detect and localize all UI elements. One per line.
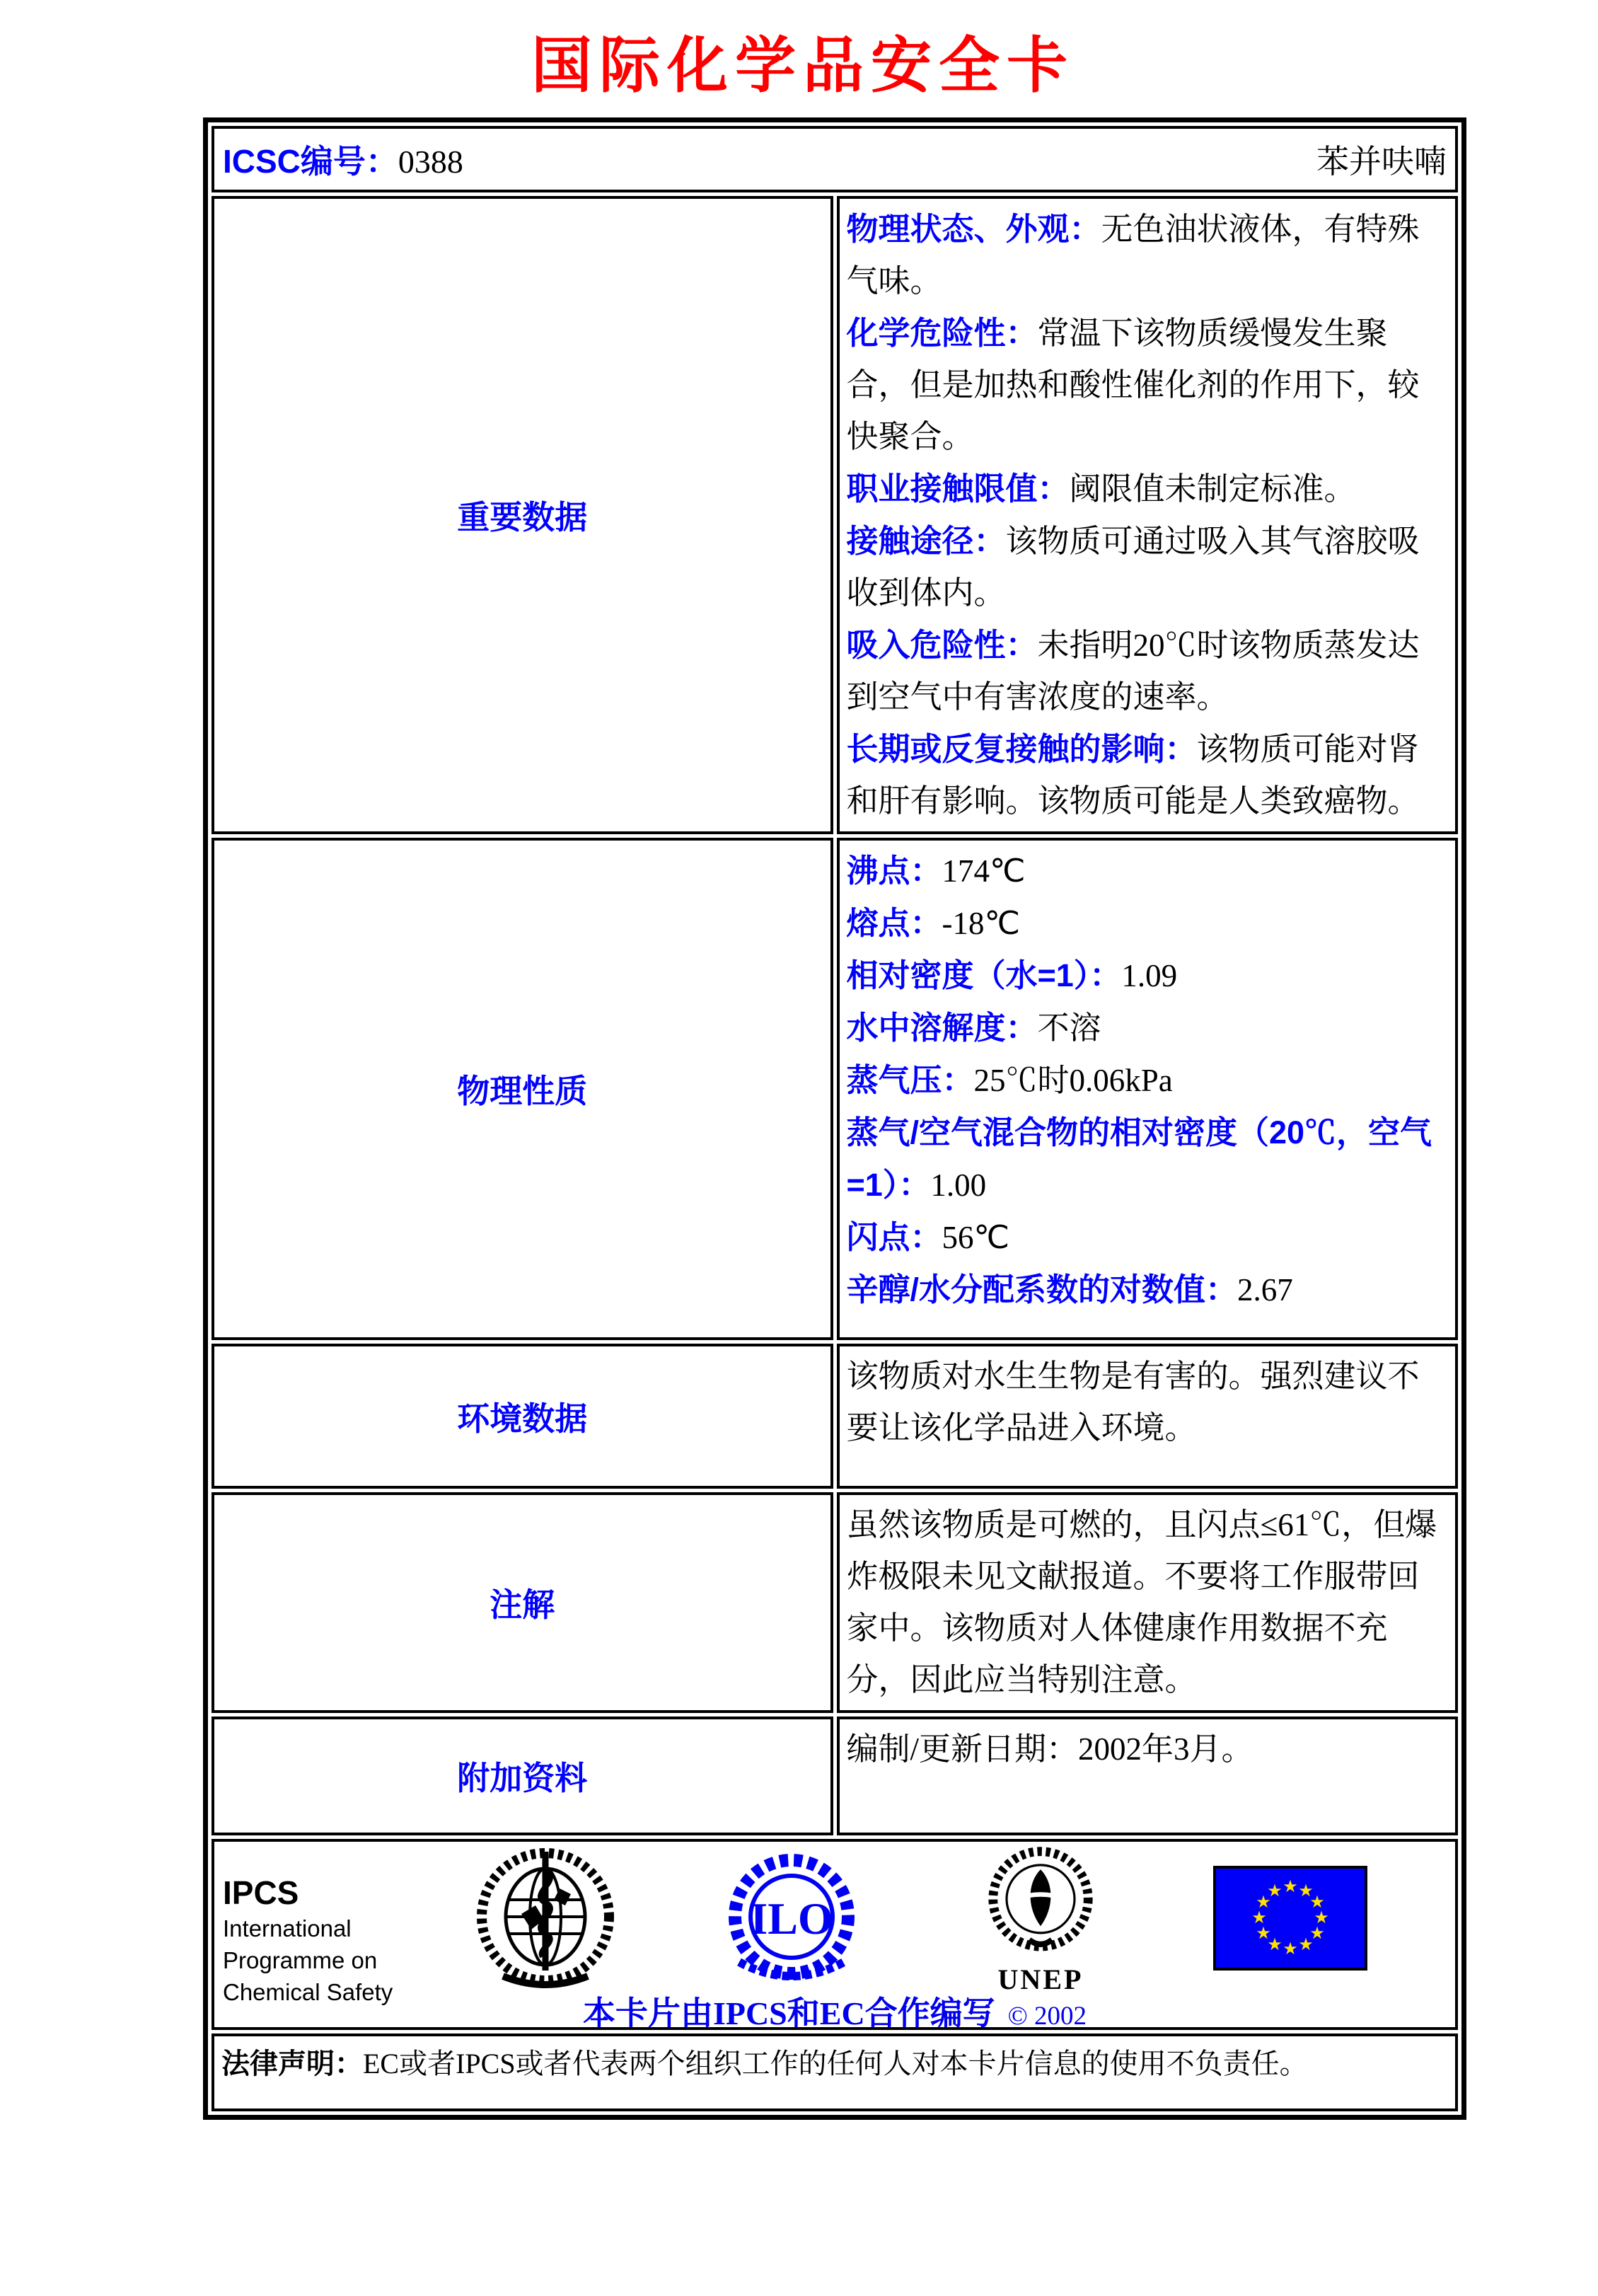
property-line	[847, 950, 1449, 1002]
legal-row	[212, 2033, 1458, 2111]
property-line	[847, 845, 1449, 897]
data-item	[847, 723, 1449, 827]
item-text: 阈限值未制定标准。	[1069, 471, 1356, 507]
notes-row	[212, 1492, 1458, 1713]
section-label-additional-info: 附加资料	[212, 1717, 833, 1835]
property-line	[847, 1264, 1449, 1316]
property-key: 蒸气压：	[846, 1062, 974, 1098]
icsc-number-label: ICSC编号：	[223, 143, 398, 180]
property-line	[847, 1107, 1449, 1211]
section-text: 该物质对水生生物是有害的。强烈建议不要让该化学品进入环境。	[846, 1358, 1420, 1446]
unep-logo-icon	[984, 1845, 1097, 1995]
item-key: 化学危险性：	[846, 315, 1038, 351]
data-item	[847, 463, 1449, 515]
item-key: 接触途径：	[846, 523, 1006, 559]
who-logo-icon	[475, 1846, 616, 1998]
ilo-wordmark: ILO	[750, 1893, 833, 1944]
svg-text:★: ★	[1314, 1909, 1329, 1927]
svg-text:★: ★	[1283, 1940, 1298, 1958]
item-key: 长期或反复接触的影响：	[846, 731, 1197, 767]
property-key: 沸点：	[846, 853, 942, 889]
property-key: 蒸气/空气混合物的相对密度（20℃，空气=1）：	[846, 1114, 1432, 1203]
logos-row	[212, 1839, 1458, 2030]
icsc-number-value: 0388	[398, 144, 463, 180]
icsc-card-table	[203, 117, 1466, 2120]
property-value: 56℃	[942, 1220, 1010, 1255]
icsc-number-group	[223, 136, 463, 183]
important-data-row	[212, 196, 1458, 834]
section-label-notes: 注解	[212, 1492, 833, 1713]
property-line	[847, 1002, 1449, 1054]
logos-cell	[212, 1839, 1458, 2030]
property-line	[847, 1211, 1449, 1264]
svg-text:★: ★	[1267, 1936, 1283, 1954]
svg-text:★: ★	[1309, 1893, 1325, 1912]
property-value: 174℃	[942, 853, 1026, 889]
ipcs-subtitle-line: International	[223, 1915, 352, 1942]
physical-properties-row	[212, 838, 1458, 1340]
property-value: 1.00	[930, 1167, 987, 1203]
notes-content	[837, 1492, 1459, 1713]
section-text: 编制/更新日期：2002年3月。	[846, 1731, 1253, 1767]
ipcs-subtitle-line: Programme on	[223, 1947, 378, 1973]
header-cell	[212, 126, 1458, 192]
additional-info-row	[212, 1717, 1458, 1835]
svg-text:★: ★	[1267, 1882, 1283, 1900]
data-item	[847, 307, 1449, 463]
item-text: 常温下该物质缓慢发生聚合，但是加热和酸性催化剂的作用下，较快聚合。	[846, 316, 1420, 454]
data-item	[847, 619, 1449, 723]
property-key: 相对密度（水=1）：	[846, 957, 1122, 993]
section-label-physical-properties: 物理性质	[212, 838, 833, 1340]
property-key: 闪点：	[846, 1219, 942, 1255]
item-text: 该物质可通过吸入其气溶胶吸收到体内。	[846, 524, 1420, 611]
physical-properties-content	[837, 838, 1459, 1340]
caption-text: 本卡片由IPCS和EC合作编写	[582, 1995, 995, 2031]
unep-wordmark: UNEP	[997, 1963, 1084, 1995]
legal-text: EC或者IPCS或者代表两个组织工作的任何人对本卡片信息的使用不负责任。	[363, 2048, 1308, 2079]
section-label-important-data: 重要数据	[212, 196, 833, 834]
svg-text:★: ★	[1309, 1925, 1325, 1943]
svg-text:★: ★	[1298, 1882, 1314, 1900]
svg-text:★: ★	[1298, 1936, 1314, 1954]
property-value: 25℃时0.06kPa	[973, 1063, 1173, 1098]
item-text: 无色油状液体，有特殊气味。	[846, 212, 1420, 299]
data-item	[847, 515, 1449, 619]
property-key: 辛醇/水分配系数的对数值：	[846, 1271, 1238, 1308]
section-label-environmental-data: 环境数据	[212, 1344, 833, 1489]
property-value: 2.67	[1237, 1272, 1293, 1308]
page-title: 国际化学品安全卡	[531, 32, 1075, 100]
header-row	[212, 126, 1458, 192]
item-text: 未指明20℃时该物质蒸发达到空气中有害浓度的速率。	[846, 628, 1420, 715]
property-value: 不溶	[1037, 1010, 1101, 1046]
important-data-content	[837, 196, 1459, 834]
svg-text:★: ★	[1256, 1925, 1271, 1943]
item-key: 吸入危险性：	[846, 627, 1038, 663]
svg-text:★: ★	[1256, 1893, 1271, 1912]
ipcs-title: IPCS	[223, 1874, 299, 1911]
legal-label: 法律声明：	[221, 2048, 363, 2079]
property-line	[847, 1054, 1449, 1107]
item-key: 职业接触限值：	[846, 471, 1070, 507]
item-text: 该物质可能对肾和肝有影响。该物质可能是人类致癌物。	[846, 732, 1420, 819]
item-key: 物理状态、外观：	[846, 211, 1101, 247]
svg-text:★: ★	[1283, 1878, 1298, 1896]
ilo-logo-icon	[725, 1849, 859, 1994]
property-line	[847, 897, 1449, 950]
ipcs-subtitle-line: Chemical Safety	[223, 1979, 393, 2005]
legal-cell	[212, 2033, 1458, 2111]
chemical-name: 苯并呋喃	[1316, 144, 1447, 180]
environmental-data-row	[212, 1344, 1458, 1489]
section-text: 虽然该物质是可燃的，且闪点≤61℃，但爆炸极限未见文献报道。不要将工作服带回家中。该物质对人体健康作用数据不充分，因此应当特别注意。	[846, 1507, 1437, 1697]
property-key: 水中溶解度：	[846, 1010, 1038, 1046]
property-value: 1.09	[1121, 958, 1178, 993]
data-item	[847, 203, 1449, 307]
eu-flag-icon	[1213, 1866, 1367, 1971]
cooperation-caption	[214, 1988, 1455, 2034]
additional-info-content	[837, 1717, 1459, 1835]
svg-text:★: ★	[1251, 1909, 1267, 1927]
property-key: 熔点：	[846, 905, 942, 941]
property-value: -18℃	[942, 906, 1021, 941]
environmental-data-content	[837, 1344, 1459, 1489]
caption-copyright: © 2002	[1007, 2002, 1087, 2031]
